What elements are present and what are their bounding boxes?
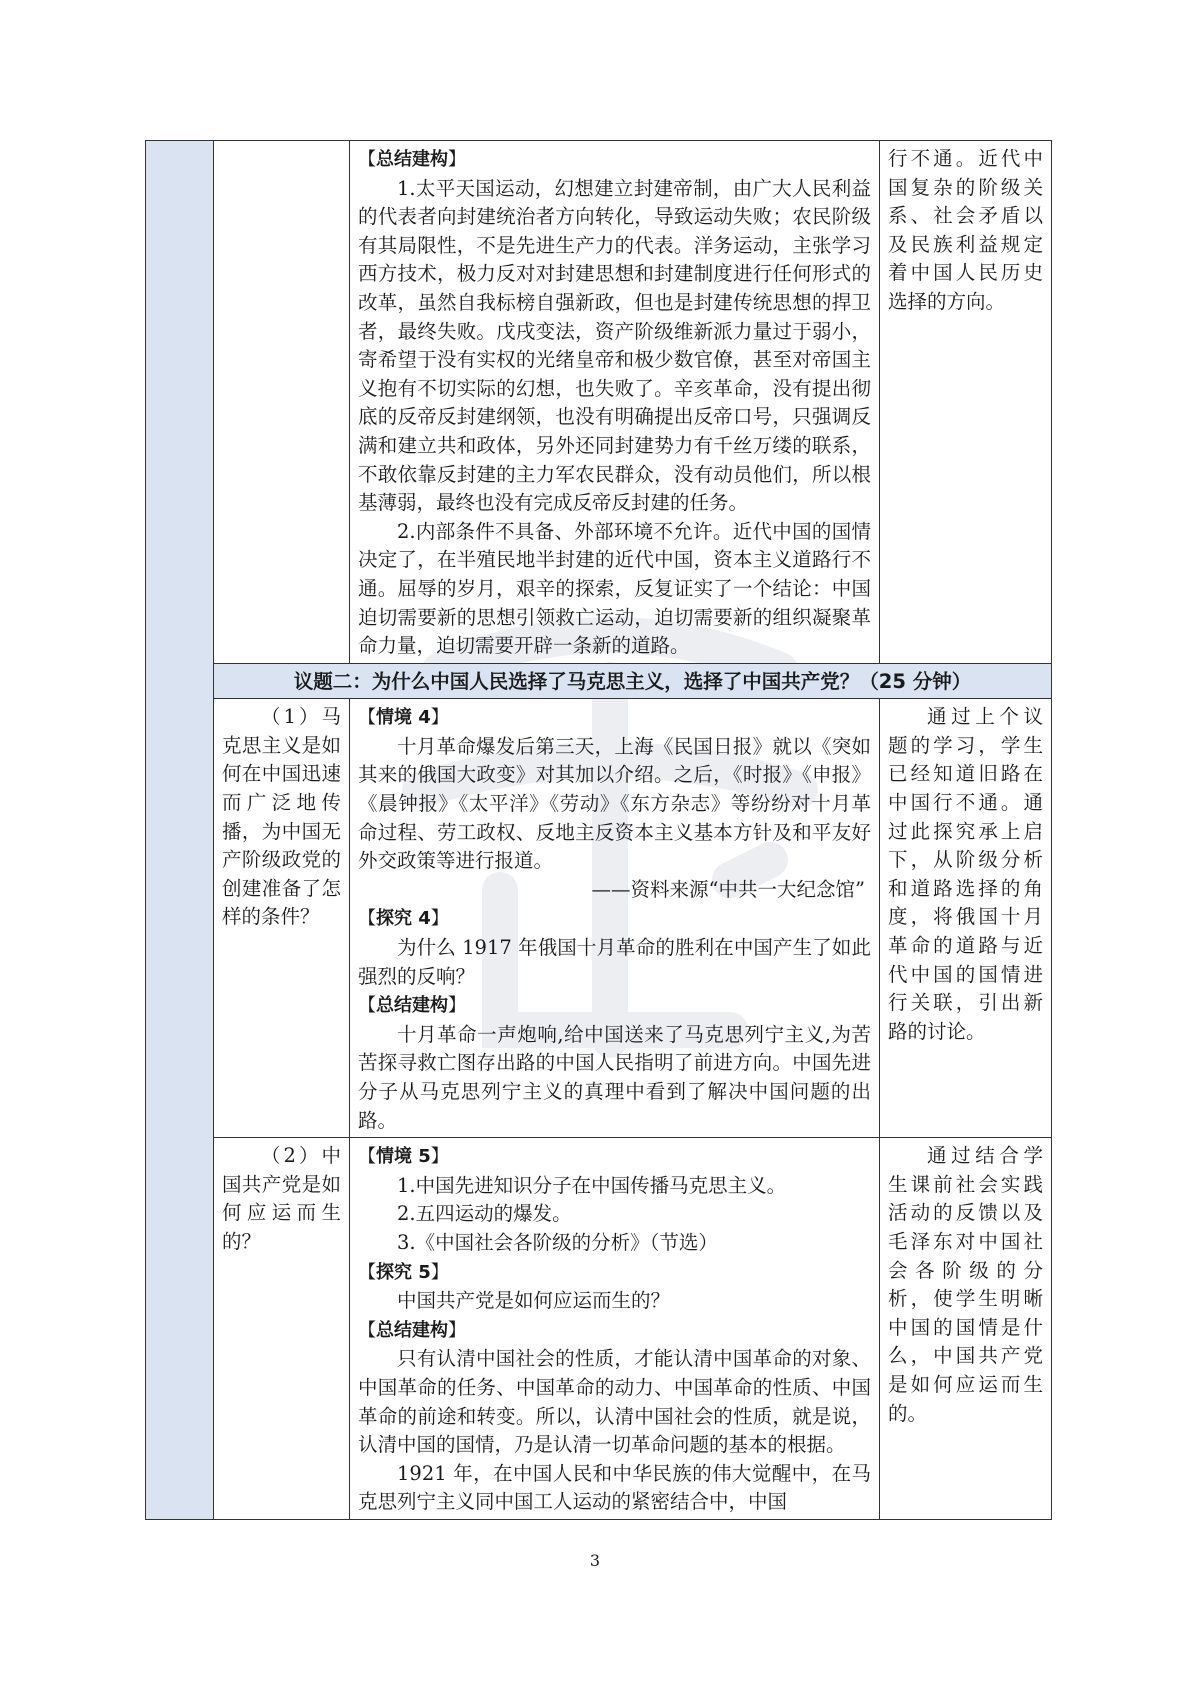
table-row xyxy=(146,1138,1052,1520)
side-stripe xyxy=(146,141,214,1520)
situation-item-2: 2.五四运动的爆发。 xyxy=(397,1202,572,1226)
source-citation: ——资料来源“中共一大纪念馆” xyxy=(591,877,865,901)
summary-paragraph-2: 2.内部条件不具备、外部环境不允许。近代中国的国情决定了，在半殖民地半封建的近代中国，资本主义道路行不通。屈辱的岁月，艰辛的探索，反复证实了一个结论：中国迫切需要新的思想引领救亡运动，迫切需要新的组织凝聚革命力量，迫切需要开辟一条新的道路。 xyxy=(358,519,871,658)
design-intent-cell: 通过上个议题的学习，学生已经知道旧路在中国行不通。通过此探究承上启下，从阶级分析和道路选择的角度，将俄国十月革命的道路与近代中国的国情进行关联，引出新路的讨论。 xyxy=(888,705,1043,1043)
activity-cell xyxy=(350,699,880,1138)
table-row xyxy=(146,141,1052,664)
page-number: 3 xyxy=(589,1551,601,1570)
situation-item-3: 3.《中国社会各阶级的分析》（节选） xyxy=(397,1230,718,1254)
summary-heading: 【总结建构】 xyxy=(358,149,466,170)
table-row xyxy=(146,699,1052,1138)
summary-heading: 【总结建构】 xyxy=(358,995,466,1017)
summary-heading: 【总结建构】 xyxy=(358,1319,466,1341)
topic-two-title: 议题二：为什么中国人民选择了马克思主义，选择了中国共产党？（25 分钟） xyxy=(214,663,1052,699)
design-intent-cell: 行不通。近代中国复杂的阶级关系、社会矛盾以及民族利益规定着中国人民历史选择的方向。 xyxy=(880,141,1052,664)
activity-cell xyxy=(350,141,880,664)
situation-heading: 【情境 4】 xyxy=(358,707,449,729)
summary-text-1: 只有认清中国社会的性质，才能认清中国革命的对象、中国革命的任务、中国革命的动力、中国革命的性质、中国革命的前途和转变。所以，认清中国社会的性质，就是说，认清中国的国情，乃是认清一切革命问题的基本的根据。 xyxy=(358,1347,871,1457)
design-intent-cell: 通过结合学生课前社会实践活动的反馈以及毛泽东对中国社会各阶级的分析，使学生明晰中国的国情是什么，中国共产党是如何应运而生的。 xyxy=(888,1144,1043,1425)
activity-cell xyxy=(350,1138,880,1520)
situation-item-1: 1.中国先进知识分子在中国传播马克思主义。 xyxy=(397,1173,787,1197)
summary-text: 十月革命一声炮响,给中国送来了马克思列宁主义,为苦苦探寻救亡图存出路的中国人民指明了前进方向。中国先进分子从马克思列宁主义的真理中看到了解决中国问题的出路。 xyxy=(358,1022,871,1132)
lesson-plan-table xyxy=(145,140,1052,1520)
inquiry-heading: 【探究 5】 xyxy=(358,1261,449,1283)
situation-text: 十月革命爆发后第三天，上海《民国日报》就以《突如其来的俄国大政变》对其加以介绍。之后，《时报》《申报》《晨钟报》《太平洋》《劳动》《东方杂志》等纷纷对十月革命过程、劳工政权、反地主反资本主义基本方针及和平友好外交政策等进行报道。 xyxy=(358,734,871,873)
inquiry-text: 中国共产党是如何应运而生的？ xyxy=(397,1289,671,1313)
question-cell-empty xyxy=(214,141,350,664)
inquiry-text: 为什么 1917 年俄国十月革命的胜利在中国产生了如此强烈的反响？ xyxy=(358,936,871,988)
inquiry-heading: 【探究 4】 xyxy=(358,908,449,930)
summary-paragraph-1: 1.太平天国运动，幻想建立封建帝制，由广大人民利益的代表者向封建统治者方向转化，导致运动失败；农民阶级有其局限性，不是先进生产力的代表。洋务运动，主张学习西方技术，极力反对对封建思想和封建制度进行任何形式的改革，虽然自我标榜自强新政，但也是封建传统思想的捍卫者，最终失败。戊戌变法，资产阶级维新派力量过于弱小，寄希望于没有实权的光绪皇帝和极少数官僚，甚至对帝国主义抱有不切实际的幻想，也失败了。辛亥革命，没有提出彻底的反帝反封建纲领，也没有明确提出反帝口号，只强调反满和建立共和政体，另外还同封建势力有千丝万缕的联系，不敢依靠反封建的主力军农民群众，没有动员他们，所以根基薄弱，最终也没有完成反帝反封建的任务。 xyxy=(358,176,871,515)
situation-heading: 【情境 5】 xyxy=(358,1146,449,1168)
table-row xyxy=(146,663,1052,699)
summary-text-2: 1921 年，在中国人民和中华民族的伟大觉醒中，在马克思列宁主义同中国工人运动的紧密结合中，中国 xyxy=(358,1461,871,1514)
question-cell: （2）中国共产党是如何应运而生的？ xyxy=(222,1144,341,1253)
question-cell: （1）马克思主义是如何在中国迅速而广泛地传播，为中国无产阶级政党的创建准备了怎样的条件？ xyxy=(222,705,341,929)
